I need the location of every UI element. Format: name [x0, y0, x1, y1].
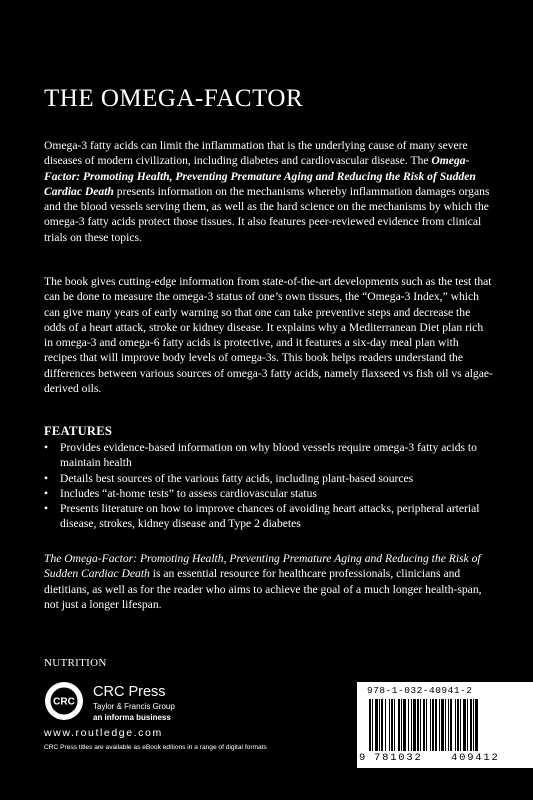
barcode-bar — [439, 699, 440, 751]
barcode-bar — [420, 699, 421, 751]
closing-paragraph — [44, 551, 494, 612]
ebook-note: CRC Press titles are available as eBook editions in a range of digital formats — [44, 744, 267, 751]
intro-text-a: Omega-3 fatty acids can limit the inflammation that is the underlying cause of many severe diseases of modern civilization, including diabetes and cardiovascular disease. The — [44, 139, 468, 168]
category-label: NUTRITION — [44, 657, 107, 669]
barcode-bar — [401, 699, 402, 751]
barcode-bar — [385, 699, 386, 751]
closing-text: is an essential resource for healthcare professionals, clinicians and dietitians, as well as for the reader who aims to achieve the goal of a much longer health-span, not just a longer lifespan. — [44, 567, 482, 611]
ean-digits — [359, 753, 533, 765]
intro-paragraph-2: The book gives cutting-edge information from state-of-the-art developments such as the test that can be done to measure the omega-3 status of one’s own tissues, the “Omega-3 Index,” which can give many years of early warning so that one can take preventive steps and decrease the odds of a heart attack, stroke or kidney disease. It explains why a Mediterranean Diet plan rich in omega-3 and omega-6 fatty acids is protective, and it features a six-day meal plan with recipes that will improve body levels of omega-3s. This book helps readers understand the differences between various sources of omega-3 fatty acids, namely flaxseed vs fish oil vs algae-derived oils. — [44, 275, 493, 396]
barcode-bar — [432, 699, 434, 751]
feature-item: • Details best sources of the various fatty acids, including plant-based sources — [44, 471, 500, 486]
features-list — [44, 440, 500, 532]
feature-item: • Presents literature on how to improve chances of avoiding heart attacks, peripheral arterial disease, strokes, kidney disease and Type 2 diabetes — [44, 501, 500, 532]
barcode-bar — [455, 699, 456, 751]
feature-item: • Provides evidence-based information on why blood vessels require omega-3 fatty acids to maintain health — [44, 440, 500, 471]
barcode-bar — [435, 699, 437, 751]
barcode-bar — [381, 699, 383, 751]
publisher-business: an informa business — [93, 713, 171, 722]
barcode-bar — [398, 699, 400, 751]
isbn-number: 978-1-032-40941-2 — [367, 685, 473, 696]
barcode-bar — [463, 699, 466, 751]
barcode-bar — [423, 699, 425, 751]
barcode-bars-icon — [367, 699, 533, 751]
intro-text-b: presents information on the mechanisms whereby inflammation damages organs and the blood vessels serving them, as well as the hard science on the mechanisms by which the omega-3 fatty acids protect those tissues. It also features peer-reviewed evidence from clinical trials on these topics. — [44, 184, 490, 244]
feature-item: • Includes “at-home tests” to assess cardiovascular status — [44, 486, 500, 501]
crc-logo-icon — [44, 681, 84, 721]
barcode-bar — [467, 699, 468, 751]
barcode-bar — [470, 699, 472, 751]
book-title: THE OMEGA-FACTOR — [44, 85, 304, 112]
barcode-bar — [369, 699, 371, 751]
barcode-bar — [413, 699, 416, 751]
barcode-bar — [375, 699, 378, 751]
barcode-bar — [475, 699, 478, 751]
barcode-bar — [417, 699, 419, 751]
publisher-name: CRC Press — [93, 684, 166, 700]
publisher-group: Taylor & Francis Group — [93, 702, 175, 711]
barcode-bar — [408, 699, 409, 751]
barcode-bar — [441, 699, 444, 751]
barcode-bar — [379, 699, 380, 751]
barcode-bar — [430, 699, 431, 751]
barcode-bar — [460, 699, 461, 751]
barcode-bar — [394, 699, 395, 751]
barcode-bar — [403, 699, 406, 751]
ean-first-digit: 9 — [359, 752, 366, 764]
barcode-bar — [450, 699, 452, 751]
intro-paragraph-1 — [44, 138, 494, 245]
closing-book-title: The Omega-Factor: Promoting Health, Preventing Premature Aging and Reducing the Risk of Sudden Cardiac Death — [44, 552, 481, 581]
barcode-bar — [411, 699, 412, 751]
barcode-bar — [389, 699, 390, 751]
intro-book-title: Omega-Factor: Promoting Health, Preventing Premature Aging and Reducing the Risk of Sudden Cardiac Death — [44, 154, 476, 198]
barcode-bar — [448, 699, 449, 751]
barcode-bar — [372, 699, 373, 751]
ean-left-digits: 781032 — [374, 752, 423, 764]
logo-text: CRC — [53, 696, 75, 708]
barcode-bar — [426, 699, 427, 751]
ean-right-digits: 409412 — [451, 752, 500, 764]
publisher-website[interactable]: www.routledge.com — [44, 727, 163, 739]
features-heading: FEATURES — [44, 424, 113, 438]
barcode-panel — [357, 682, 533, 768]
barcode-bar — [445, 699, 446, 751]
barcode-bar — [457, 699, 459, 751]
barcode-bar — [473, 699, 474, 751]
barcode-bar — [391, 699, 393, 751]
